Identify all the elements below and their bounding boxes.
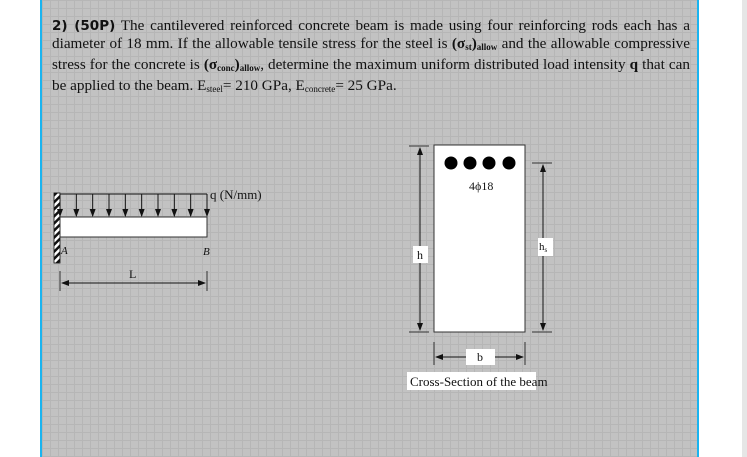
problem-text: that can be applied to the beam. E [52,56,691,94]
fixed-support-icon [54,193,60,263]
rebar-icon [464,157,477,170]
problem-text: , determine the maximum uniform distributed load intensity [260,56,630,73]
rebar-icon [483,157,496,170]
problem-text: = 210 GPa, E [222,77,305,94]
rebar-icon [503,157,516,170]
e-concrete-sub: concrete [304,84,336,94]
end-label-b: B [203,246,210,258]
problem-text: The cantilevered reinforced concrete beam is made using four reinforcing rods each has a diameter of 18 mm. If the allowable tensile stress for the steel is [52,17,690,52]
width-label: b [477,350,483,364]
load-label: q (N/mm) [210,187,262,202]
paren: ) [471,35,477,52]
allow-sub: allow [239,63,261,73]
q-symbol: q [629,56,639,73]
beam-body [60,217,207,237]
hs-label-sub: s [544,246,548,254]
allow-sub: allow [476,42,498,52]
hs-label-main: h [539,241,545,253]
sigma-symbol: (σ [451,35,466,52]
section-caption: Cross-Section of the beam [410,374,548,389]
rebar-icon [445,157,458,170]
sigma-st-sub: st [465,42,472,52]
distributed-load-arrows [60,194,207,216]
cross-section [407,145,553,390]
rebar-label: 4ϕ18 [469,179,494,193]
sigma-conc-sub: conc [217,63,235,73]
paren: ) [234,56,240,73]
support-label-a: A [61,245,68,257]
problem-text: = 25 GPa. [335,77,397,94]
cantilever-beam [54,187,262,291]
sigma-symbol: (σ [203,56,218,73]
length-label: L [129,267,137,281]
problem-text: and the allowable compressive stress for the concrete is [52,35,690,73]
height-label: h [417,248,423,262]
problem-number: 2) (50P) [52,18,116,34]
e-steel-sub: steel [206,84,223,94]
section-rect [434,145,525,332]
